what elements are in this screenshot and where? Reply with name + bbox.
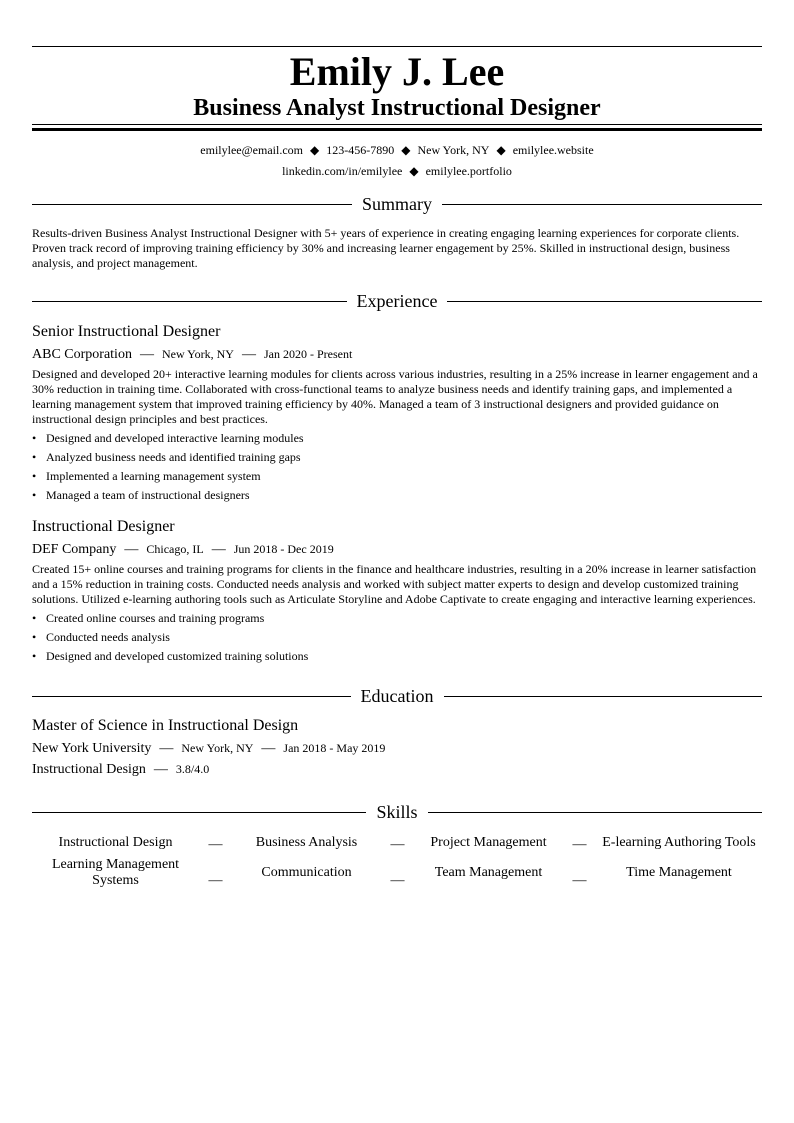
- skill-item: Learning Management Systems: [51, 857, 180, 888]
- skills-heading: [32, 800, 762, 824]
- job-title: Senior Instructional Designer: [32, 323, 221, 340]
- bullet-icon: •: [32, 611, 37, 625]
- dash-separator: —: [208, 873, 223, 888]
- dash-separator: —: [261, 741, 276, 756]
- candidate-title: Business Analyst Instructional Designer: [193, 95, 601, 121]
- diamond-separator-icon: ◆: [309, 143, 320, 157]
- header-rules: [32, 124, 762, 131]
- contact-website[interactable]: emilylee.website: [512, 143, 594, 157]
- contact-location: New York, NY: [417, 143, 490, 157]
- bullet-icon: •: [32, 649, 37, 663]
- education-school-line: [32, 738, 762, 759]
- education-dates: Jan 2018 - May 2019: [283, 741, 386, 755]
- list-item: • Designed and developed interactive learning modules: [32, 429, 762, 448]
- dash-separator: —: [139, 347, 154, 362]
- job-entry: [32, 517, 762, 666]
- contact-line-2: [32, 161, 762, 182]
- resume-page: [32, 0, 762, 889]
- dash-separator: —: [159, 741, 174, 756]
- job-bullets: [32, 429, 762, 505]
- education-gpa: 3.8/4.0: [175, 762, 210, 776]
- job-dates: Jun 2018 - Dec 2019: [233, 542, 334, 556]
- skill-item: Communication: [261, 865, 352, 880]
- list-item: • Implemented a learning management system: [32, 467, 762, 486]
- bullet-icon: •: [32, 488, 37, 502]
- bullet-icon: •: [32, 450, 37, 464]
- dash-separator: —: [572, 873, 587, 888]
- skill-item: Time Management: [626, 865, 732, 880]
- dash-separator: —: [390, 873, 405, 888]
- skills-row: [32, 833, 762, 853]
- bullet-icon: •: [32, 630, 37, 644]
- job-company: ABC Corporation: [32, 347, 132, 362]
- contact-phone: 123-456-7890: [326, 143, 395, 157]
- skill-item: E-learning Authoring Tools: [602, 835, 756, 850]
- skill-item: Instructional Design: [58, 835, 173, 850]
- contact-email[interactable]: emilylee@email.com: [200, 143, 303, 157]
- list-item: • Managed a team of instructional designers: [32, 486, 762, 505]
- dash-separator: —: [211, 542, 226, 557]
- job-location: New York, NY: [161, 347, 234, 361]
- diamond-separator-icon: ◆: [401, 143, 411, 157]
- section-title: Experience: [356, 291, 438, 311]
- education-major: Instructional Design: [32, 762, 146, 777]
- skill-item: Project Management: [430, 835, 547, 850]
- list-item: • Designed and developed customized training solutions: [32, 647, 762, 666]
- dash-separator: —: [153, 762, 168, 777]
- summary-text: Results-driven Business Analyst Instructional Designer with 5+ years of experience in creating engaging learning experiences for corporate clients. Proven track record of improving training efficiency by 30% and increasing learner engagement by 25%. Skilled in instructional design, business analysis, and project management.: [32, 226, 740, 270]
- candidate-name: Emily J. Lee: [289, 49, 505, 94]
- dash-separator: —: [572, 837, 587, 852]
- list-item: • Created online courses and training programs: [32, 609, 762, 628]
- education-major-line: [32, 759, 762, 780]
- job-title: Instructional Designer: [32, 518, 175, 535]
- section-title: Skills: [376, 802, 418, 822]
- experience-heading: [32, 289, 762, 313]
- skill-item: Business Analysis: [255, 835, 358, 850]
- diamond-separator-icon: ◆: [496, 143, 506, 157]
- education-degree: Master of Science in Instructional Design: [32, 717, 299, 734]
- contact-linkedin[interactable]: linkedin.com/in/emilylee: [282, 164, 403, 178]
- education-location: New York, NY: [181, 741, 254, 755]
- job-description: Created 15+ online courses and training programs for clients in the finance and healthcare industries, resulting in a 20% increase in learner satisfaction and a 15% reduction in training costs. Conducted needs analysis and worked with subject matter experts to design and develop customized training solutions. Utilized e-learning authoring tools such as Articulate Storyline and Adobe Captivate to create engaging and interactive learning experiences.: [32, 562, 757, 606]
- contact-portfolio[interactable]: emilylee.portfolio: [425, 164, 512, 178]
- job-description: Designed and developed 20+ interactive learning modules for clients across various industries, resulting in a 25% increase in learner engagement and a 30% reduction in training time. Collaborated with cross-functional teams to analyze business needs and identify training gaps, and implemented a learning management system that improved training efficiency by 40%. Managed a team of 3 instructional designers and provided guidance on instructional design principles and best practices.: [32, 367, 758, 426]
- skill-item: Team Management: [434, 865, 543, 880]
- contact-info: [32, 140, 762, 182]
- dash-separator: —: [208, 837, 223, 852]
- job-meta: [32, 539, 762, 560]
- job-entry: [32, 322, 762, 505]
- job-company: DEF Company: [32, 542, 117, 557]
- list-item: • Conducted needs analysis: [32, 628, 762, 647]
- skills-row: [32, 857, 762, 889]
- dash-separator: —: [390, 837, 405, 852]
- education-school: New York University: [32, 741, 152, 756]
- bullet-icon: •: [32, 431, 37, 445]
- section-title: Summary: [362, 194, 432, 214]
- job-meta: [32, 344, 762, 365]
- job-location: Chicago, IL: [146, 542, 204, 556]
- dash-separator: —: [124, 542, 139, 557]
- diamond-separator-icon: ◆: [409, 164, 419, 178]
- summary-heading: [32, 192, 762, 216]
- job-bullets: [32, 609, 762, 666]
- education-heading: [32, 684, 762, 708]
- dash-separator: —: [241, 347, 256, 362]
- job-dates: Jan 2020 - Present: [263, 347, 353, 361]
- bullet-icon: •: [32, 469, 37, 483]
- contact-line-1: [32, 140, 762, 161]
- top-rule: [32, 46, 762, 47]
- section-title: Education: [360, 686, 434, 706]
- list-item: • Analyzed business needs and identified training gaps: [32, 448, 762, 467]
